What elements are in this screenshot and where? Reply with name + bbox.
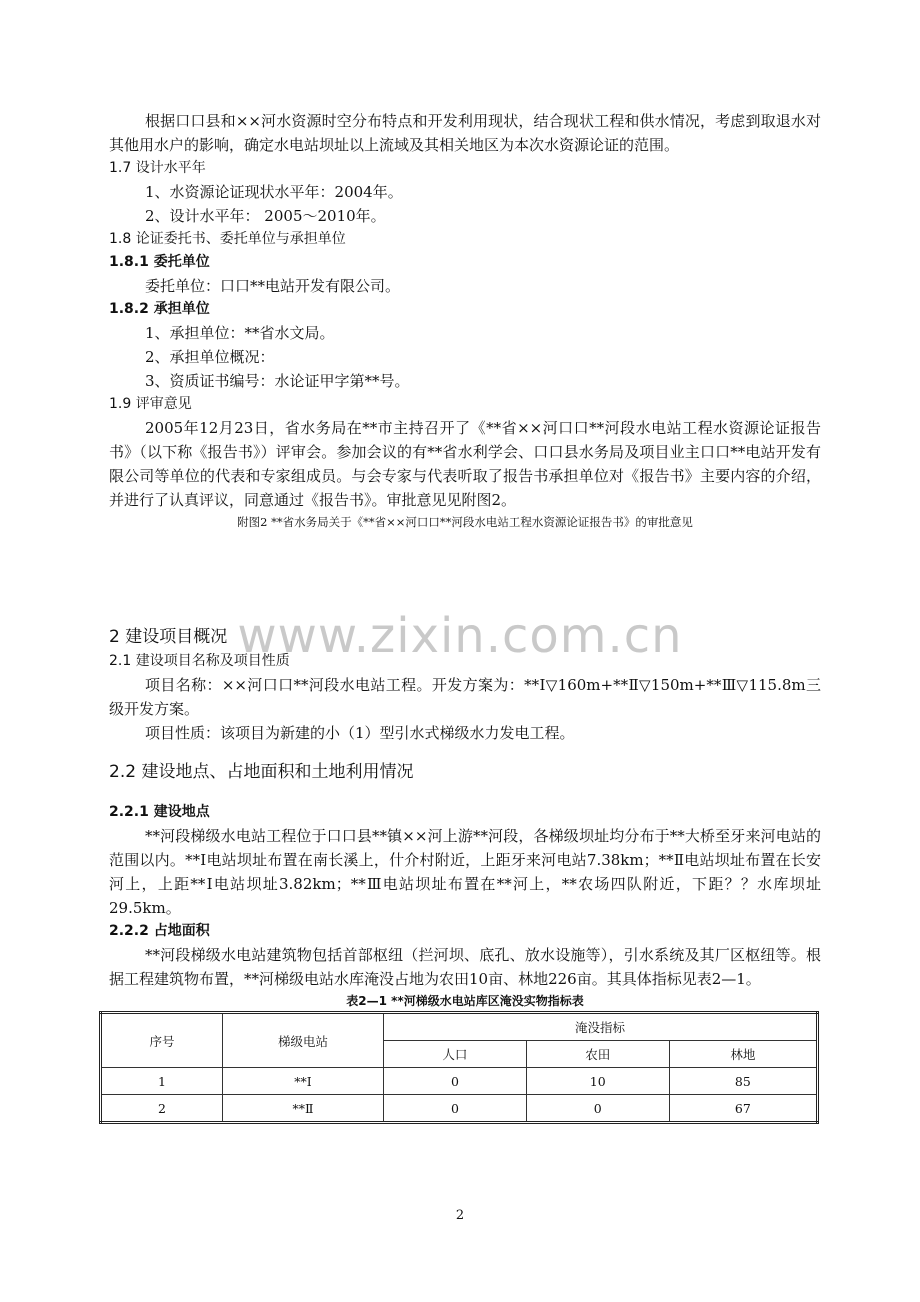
table-cell: 0 — [384, 1068, 527, 1095]
table-row — [101, 1095, 818, 1123]
table-header: 农田 — [526, 1041, 669, 1068]
list-item: 1、承担单位：**省水文局。 — [145, 324, 335, 342]
project-name-paragraph: 项目名称：××河口口**河段水电站工程。开发方案为：**Ⅰ▽160m+**Ⅱ▽150m+**Ⅲ▽115.8m三级开发方案。 — [109, 676, 821, 718]
intro-paragraph: 根据口口县和××河水资源时空分布特点和开发利用现状，结合现状工程和供水情况，考虑到取退水对其他用水户的影响，确定水电站坝址以上流域及其相关地区为本次水资源论证的范围。 — [109, 112, 821, 154]
table-header: 人口 — [384, 1041, 527, 1068]
heading-2-1: 2.1 建设项目名称及项目性质 — [109, 653, 290, 669]
heading-1-8: 1.8 论证委托书、委托单位与承担单位 — [109, 231, 346, 247]
table-caption: 表2—1 **河梯级水电站库区淹没实物指标表 — [346, 994, 584, 1008]
figure-caption: 附图2 **省水务局关于《**省××河口口**河段水电站工程水资源论证报告书》的审批意见 — [237, 515, 693, 529]
heading-2-2-1: 2.2.1 建设地点 — [109, 804, 210, 820]
heading-1-8-2: 1.8.2 承担单位 — [109, 301, 210, 317]
document-page — [109, 0, 821, 1124]
table-cell: 0 — [384, 1095, 527, 1123]
list-item: 3、资质证书编号：水论证甲字第**号。 — [145, 372, 410, 390]
heading-2-2: 2.2 建设地点、占地面积和土地利用情况 — [109, 762, 414, 782]
table-cell: 2 — [101, 1095, 223, 1123]
table-cell: 67 — [669, 1095, 817, 1123]
watermark: www.zixin.com.cn — [237, 608, 683, 664]
table-cell: 1 — [101, 1068, 223, 1095]
list-item: 2、设计水平年： 2005～2010年。 — [145, 207, 386, 225]
table-header: 序号 — [101, 1013, 223, 1068]
heading-1-9: 1.9 评审意见 — [109, 396, 192, 412]
table-header: 林地 — [669, 1041, 817, 1068]
heading-2-2-2: 2.2.2 占地面积 — [109, 923, 210, 939]
project-nature-paragraph: 项目性质：该项目为新建的小（1）型引水式梯级水力发电工程。 — [145, 724, 575, 742]
heading-1-8-1: 1.8.1 委托单位 — [109, 254, 210, 270]
heading-1-7: 1.7 设计水平年 — [109, 160, 206, 176]
table-row — [101, 1068, 818, 1095]
table-header-group: 淹没指标 — [384, 1013, 818, 1041]
table-cell: 10 — [526, 1068, 669, 1095]
review-paragraph: 2005年12月23日，省水务局在**市主持召开了《**省××河口口**河段水电站工程水资源论证报告书》（以下称《报告书》）评审会。参加会议的有**省水利学会、口口县水务局及项目业主口口**电站开发有限公司等单位的代表和专家组成员。与会专家与代表听取了报告书承担单位对《报告书》主要内容的介绍，并进行了认真评议，同意通过《报告书》。审批意见见附图2。 — [109, 419, 821, 509]
table-cell: **Ⅰ — [223, 1068, 384, 1095]
list-item: 1、水资源论证现状水平年：2004年。 — [145, 183, 403, 201]
table-cell: 0 — [526, 1095, 669, 1123]
table-cell: 85 — [669, 1068, 817, 1095]
land-area-paragraph: **河段梯级水电站建筑物包括首部枢纽（拦河坝、底孔、放水设施等），引水系统及其厂区枢纽等。根据工程建筑物布置，**河梯级电站水库淹没占地为农田10亩、林地226亩。其具体指标见表2—1。 — [109, 946, 821, 988]
client-paragraph: 委托单位：口口**电站开发有限公司。 — [145, 277, 401, 295]
inundation-table — [99, 1011, 819, 1124]
page-number: 2 — [455, 1208, 465, 1223]
table-cell: **Ⅱ — [223, 1095, 384, 1123]
list-item: 2、承担单位概况： — [145, 348, 275, 366]
heading-2: 2 建设项目概况 — [109, 627, 228, 647]
location-paragraph: **河段梯级水电站工程位于口口县**镇××河上游**河段，各梯级坝址均分布于**大桥至牙来河电站的范围以内。**Ⅰ电站坝址布置在南长溪上，什介村附近，上距牙来河电站7.38km；**Ⅱ电站坝址布置在长安河上，上距**Ⅰ电站坝址3.82km；**Ⅲ电站坝址布置在**河上，**农场四队附近，下距？？水库坝址29.5km。 — [109, 827, 821, 917]
table-header: 梯级电站 — [223, 1013, 384, 1068]
